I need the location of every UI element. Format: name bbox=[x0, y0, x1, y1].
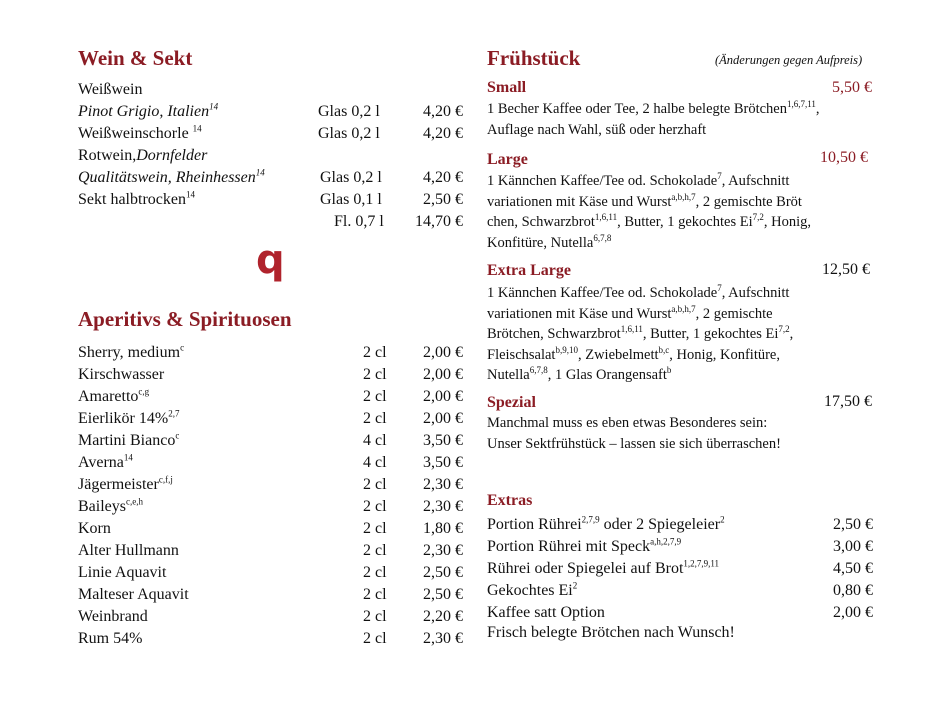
aperitiv-size: 2 cl bbox=[363, 476, 387, 493]
aperitiv-row bbox=[78, 540, 463, 562]
small-description: 1 Becher Kaffee oder Tee, 2 halbe belegte Brötchen$^{1,6,7,11}$, Auflage nach Wahl, süß oder herzhaft bbox=[487, 99, 820, 138]
extra-large-description: 1 Kännchen Kaffee/Tee od. Schokolade$^7$, Aufschnitt variationen mit Käse und Wurst$^{a,b,h,7}$, 2 gemischte Brötchen, Schwarzbrot$^{1,6,11}$, Butter, 1 gekochtes Ei$^{7,2}$, Fleischsalat$^{b,9,10}$, Zwiebelmett$^{b,c}$, Honig, Konfitüre, Nutella$^{6,7,8}$, 1 Glas Orangensaft$^b$ bbox=[487, 283, 794, 383]
aperitiv-size: 2 cl bbox=[363, 608, 387, 625]
extra-allergens-2: 2 bbox=[720, 514, 725, 525]
extra-price: 0,80 € bbox=[833, 582, 873, 599]
aperitiv-allergens: c bbox=[180, 342, 185, 353]
weissweinschorle-price: 4,20 € bbox=[423, 125, 463, 142]
aperitiv-name: Jägermeister bbox=[78, 476, 159, 493]
extra-row bbox=[487, 514, 873, 536]
aperitiv-size: 2 cl bbox=[363, 498, 387, 515]
extra-price: 4,50 € bbox=[833, 560, 873, 577]
aperitiv-name: Malteser Aquavit bbox=[78, 586, 189, 603]
aperitiv-name: Korn bbox=[78, 520, 111, 537]
fruehstueck-note: (Änderungen gegen Aufpreis) bbox=[715, 53, 863, 67]
extra-name: Rührei oder Spiegelei auf Brot bbox=[487, 560, 684, 577]
extra-row bbox=[487, 536, 873, 558]
aperitiv-size: 2 cl bbox=[363, 564, 387, 581]
aperitiv-row bbox=[78, 562, 463, 584]
qualitaetswein-price: 4,20 € bbox=[423, 169, 463, 186]
large-description: 1 Kännchen Kaffee/Tee od. Schokolade$^7$, Aufschnitt variationen mit Käse und Wurst$^{a,b,h,7}$, 2 gemischte Bröt chen, Schwarzbrot$^{1,6,11}$, Butter, 1 gekochtes Ei$^{7,2}$, Honig, Konfitüre, Nutella$^{6,7,8}$ bbox=[487, 171, 811, 251]
aperitiv-allergens: 2,7 bbox=[168, 408, 180, 419]
pinot-grigio-name: Pinot Grigio, Italien$^{14}$ bbox=[78, 101, 219, 120]
qualitaetswein-size: Glas 0,2 l bbox=[320, 169, 382, 186]
extra-name: Gekochtes Ei bbox=[487, 582, 573, 599]
aperitiv-price: 2,50 € bbox=[423, 564, 463, 581]
sekt-glas-size: Glas 0,1 l bbox=[320, 191, 382, 208]
aperitiv-allergens: c,e,h bbox=[126, 496, 143, 507]
aperitiv-price: 2,30 € bbox=[423, 542, 463, 559]
aperitiv-size: 4 cl bbox=[363, 432, 387, 449]
extra-row bbox=[487, 580, 873, 602]
pinot-grigio-price: 4,20 € bbox=[423, 103, 463, 120]
aperitiv-size: 4 cl bbox=[363, 454, 387, 471]
aperitiv-name: Weinbrand bbox=[78, 608, 148, 625]
weisswein-heading: Weißwein bbox=[78, 81, 143, 98]
aperitiv-allergens: c,f,j bbox=[158, 474, 173, 485]
aperitiv-size: 2 cl bbox=[363, 586, 387, 603]
spezial-description: Manchmal muss es eben etwas Besonderes sein: Unser Sektfrühstück – lassen sie sich überraschen! bbox=[487, 415, 781, 452]
small-price: 5,50 € bbox=[832, 79, 872, 96]
aperitiv-row bbox=[78, 518, 463, 540]
extras-footer: Frisch belegte Brötchen nach Wunsch! bbox=[487, 624, 735, 641]
aperitiv-name: Amaretto bbox=[78, 388, 139, 405]
aperitiv-size: 2 cl bbox=[363, 410, 387, 427]
extra-name-cont: oder 2 Spiegeleier bbox=[599, 516, 721, 533]
pinot-grigio-size: Glas 0,2 l bbox=[318, 103, 380, 120]
aperitiv-row bbox=[78, 474, 463, 496]
extra-large-price: 12,50 € bbox=[822, 261, 870, 278]
aperitiv-price: 3,50 € bbox=[423, 454, 463, 471]
aperitiv-row bbox=[78, 628, 463, 650]
aperitiv-row bbox=[78, 364, 463, 386]
extra-allergens: 2 bbox=[572, 580, 578, 591]
rotwein-name: Rotwein,Dornfelder bbox=[78, 147, 208, 164]
aperitiv-row bbox=[78, 606, 463, 628]
extra-allergens: 2,7,9 bbox=[581, 514, 600, 525]
extra-row bbox=[487, 602, 873, 624]
extra-name: Kaffee satt Option bbox=[487, 604, 605, 621]
aperitiv-price: 2,20 € bbox=[423, 608, 463, 625]
aperitiv-price: 3,50 € bbox=[423, 432, 463, 449]
aperitiv-price: 2,00 € bbox=[423, 388, 463, 405]
aperitiv-name: Martini Bianco bbox=[78, 432, 176, 449]
aperitiv-allergens: c bbox=[175, 430, 180, 441]
aperitiv-price: 2,30 € bbox=[423, 630, 463, 647]
aperitiv-price: 2,50 € bbox=[423, 586, 463, 603]
extra-row bbox=[487, 558, 873, 580]
aperitiv-size: 2 cl bbox=[363, 520, 387, 537]
spezial-name: Spezial bbox=[487, 394, 536, 411]
sekt-flasche-price: 14,70 € bbox=[415, 213, 463, 230]
aperitiv-name: Alter Hullmann bbox=[78, 542, 179, 559]
aperitiv-name: Linie Aquavit bbox=[78, 564, 167, 581]
extra-price: 3,00 € bbox=[833, 538, 873, 555]
logo-glyph: q bbox=[256, 237, 285, 283]
aperitiv-name: Baileys bbox=[78, 498, 126, 515]
qualitaetswein-name: Qualitätswein, Rheinhessen$^{14}$ bbox=[78, 167, 265, 186]
aperitiv-size: 2 cl bbox=[363, 630, 387, 647]
aperitivs-heading: Aperitivs & Spirituosen bbox=[78, 307, 292, 331]
aperitiv-allergens: c,g bbox=[138, 386, 150, 397]
large-name: Large bbox=[487, 151, 528, 168]
aperitiv-row bbox=[78, 584, 463, 606]
wein-sekt-heading: Wein & Sekt bbox=[78, 46, 193, 70]
extras-heading: Extras bbox=[487, 492, 533, 509]
aperitiv-name: Kirschwasser bbox=[78, 366, 165, 383]
sekt-name: Sekt halbtrocken$^{14}$ bbox=[78, 189, 195, 208]
extra-price: 2,00 € bbox=[833, 604, 873, 621]
aperitiv-name: Eierlikör 14% bbox=[78, 410, 169, 427]
aperitiv-row bbox=[78, 452, 463, 474]
extra-allergens: a,h,2,7,9 bbox=[650, 536, 682, 547]
small-name: Small bbox=[487, 79, 527, 96]
aperitiv-size: 2 cl bbox=[363, 388, 387, 405]
spezial-price: 17,50 € bbox=[824, 393, 872, 410]
weissweinschorle-size: Glas 0,2 l bbox=[318, 125, 380, 142]
aperitiv-row bbox=[78, 408, 463, 430]
aperitiv-size: 2 cl bbox=[363, 344, 387, 361]
aperitiv-row bbox=[78, 386, 463, 408]
aperitiv-price: 2,00 € bbox=[423, 344, 463, 361]
aperitiv-price: 2,30 € bbox=[423, 476, 463, 493]
sekt-flasche-size: Fl. 0,7 l bbox=[334, 213, 384, 230]
extra-allergens: 1,2,7,9,11 bbox=[683, 558, 720, 569]
extra-name: Portion Rührei bbox=[487, 516, 582, 533]
aperitiv-price: 2,00 € bbox=[423, 366, 463, 383]
aperitiv-size: 2 cl bbox=[363, 542, 387, 559]
weissweinschorle-name: Weißweinschorle $^{14}$ bbox=[78, 123, 202, 142]
extra-large-name: Extra Large bbox=[487, 262, 571, 279]
aperitiv-row bbox=[78, 430, 463, 452]
aperitiv-price: 2,00 € bbox=[423, 410, 463, 427]
aperitiv-price: 2,30 € bbox=[423, 498, 463, 515]
large-price: 10,50 € bbox=[820, 149, 868, 166]
aperitiv-name: Sherry, medium bbox=[78, 344, 181, 361]
sekt-glas-price: 2,50 € bbox=[423, 191, 463, 208]
fruehstueck-heading: Frühstück bbox=[487, 46, 581, 70]
extra-price: 2,50 € bbox=[833, 516, 873, 533]
extra-name: Portion Rührei mit Speck bbox=[487, 538, 651, 555]
aperitiv-row bbox=[78, 342, 463, 364]
extras-list bbox=[487, 514, 873, 624]
aperitiv-name: Rum 54% bbox=[78, 630, 143, 647]
aperitiv-size: 2 cl bbox=[363, 366, 387, 383]
aperitivs-list bbox=[78, 342, 463, 650]
aperitiv-price: 1,80 € bbox=[423, 520, 463, 537]
aperitiv-row bbox=[78, 496, 463, 518]
aperitiv-name: Averna bbox=[78, 454, 124, 471]
aperitiv-allergens: 14 bbox=[123, 452, 133, 463]
